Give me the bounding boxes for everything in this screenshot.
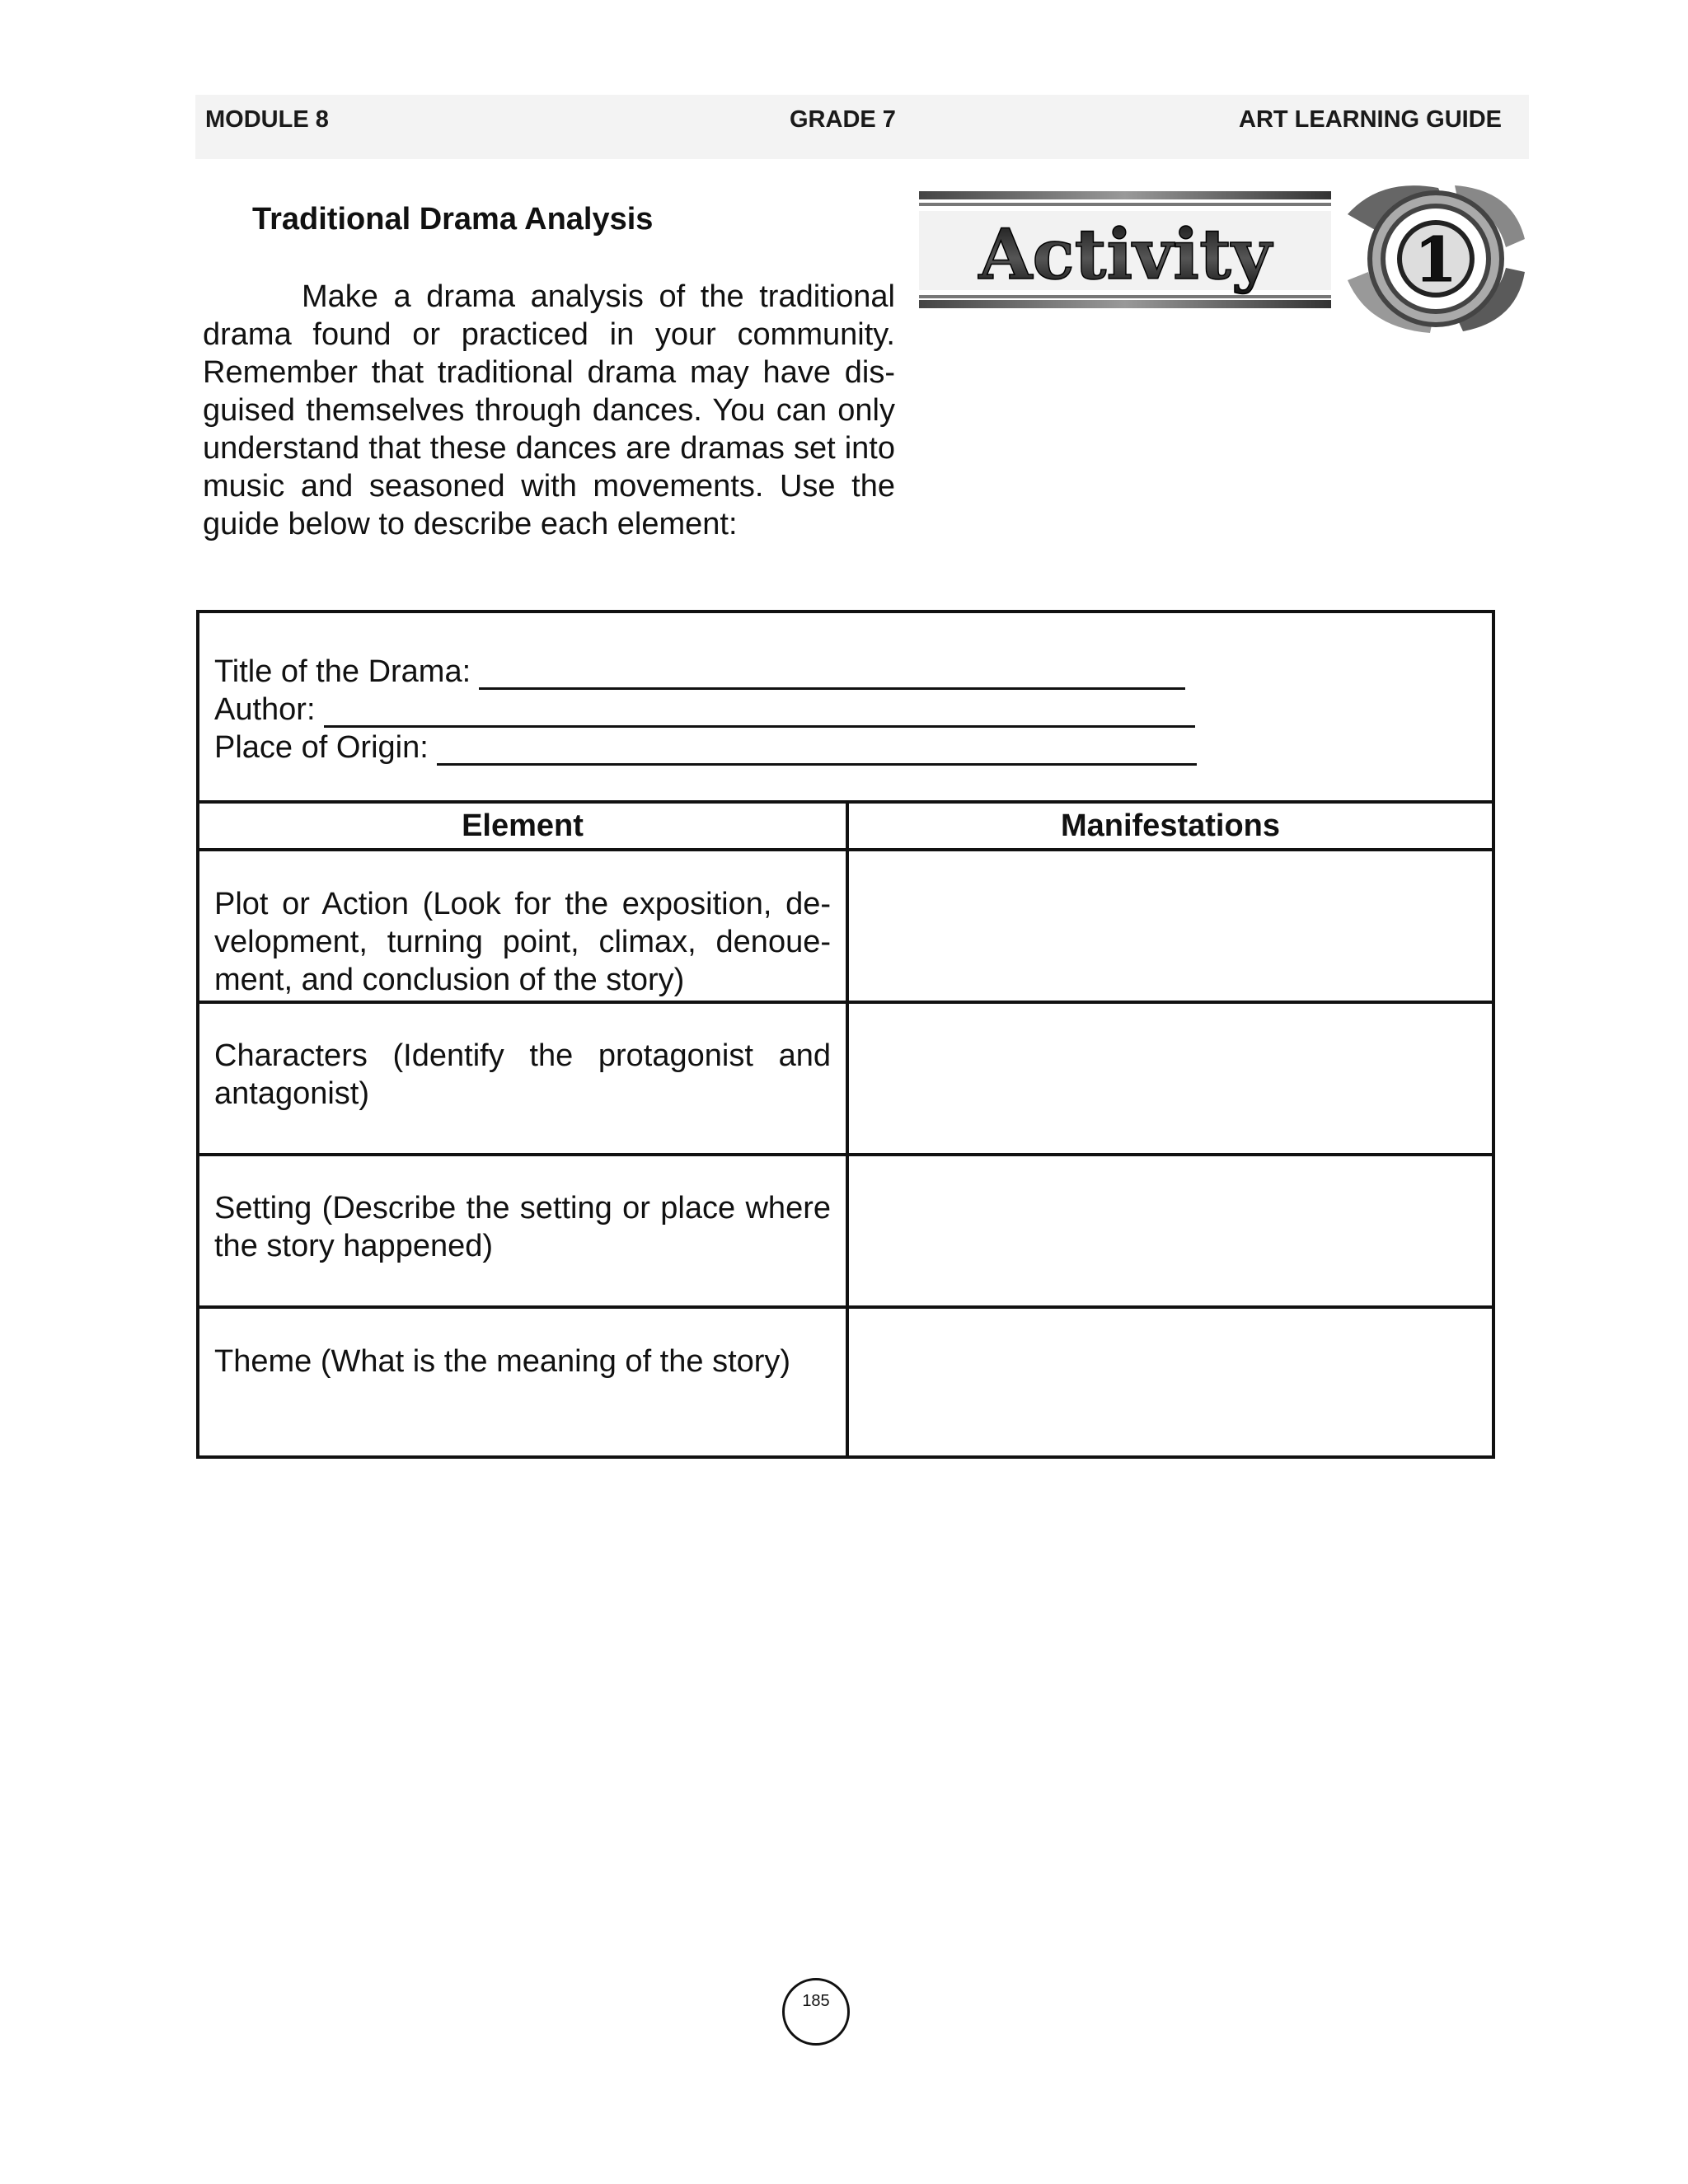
analysis-table bbox=[196, 610, 1495, 1459]
element-cell: Theme (What is the meaning of the story) bbox=[214, 1344, 791, 1379]
table-row bbox=[199, 1309, 1492, 1461]
drama-title-field bbox=[214, 654, 1185, 690]
drama-info-block bbox=[199, 613, 1492, 804]
origin-blank[interactable] bbox=[437, 735, 1197, 766]
origin-label: Place of Origin: bbox=[214, 730, 429, 765]
drama-title-blank[interactable] bbox=[479, 659, 1185, 690]
grade-label: GRADE 7 bbox=[790, 106, 896, 133]
element-cell: Characters (Identify the protagonist and antagonist) bbox=[214, 1038, 831, 1111]
header-manifestations: Manifestations bbox=[1060, 808, 1281, 843]
author-label: Author: bbox=[214, 692, 316, 727]
activity-badge bbox=[919, 181, 1529, 334]
table-row bbox=[199, 1156, 1492, 1309]
badge-number: 1 bbox=[1414, 225, 1457, 296]
section-title: Traditional Drama Analysis bbox=[252, 202, 654, 237]
header-element: Element bbox=[462, 808, 584, 843]
page-number: 185 bbox=[782, 1978, 850, 2046]
element-cell: Setting (Describe the setting or place where the story happened) bbox=[214, 1191, 831, 1263]
badge-word: Activity bbox=[978, 213, 1272, 295]
module-label: MODULE 8 bbox=[205, 106, 329, 133]
element-cell: Plot or Action (Look for the exposition, de-velopment, turning point, climax, denoue-ment, and conclusion of the story) bbox=[214, 887, 831, 997]
author-blank[interactable] bbox=[324, 697, 1195, 728]
guide-label: ART LEARNING GUIDE bbox=[1239, 106, 1502, 133]
intro-paragraph: Make a drama analysis of the traditional drama found or practiced in your community. Remember that traditional drama may have dis-guised themselves through dances. You can only understand that these dances are dramas set into music and seasoned with movements. Use the guide below to describe each element: bbox=[203, 279, 895, 541]
table-header-row bbox=[199, 800, 1492, 851]
author-field bbox=[214, 692, 1195, 728]
drama-title-label: Title of the Drama: bbox=[214, 654, 471, 689]
table-row bbox=[199, 1004, 1492, 1156]
table-row bbox=[199, 851, 1492, 1004]
origin-field bbox=[214, 730, 1197, 766]
page-header bbox=[195, 95, 1529, 159]
